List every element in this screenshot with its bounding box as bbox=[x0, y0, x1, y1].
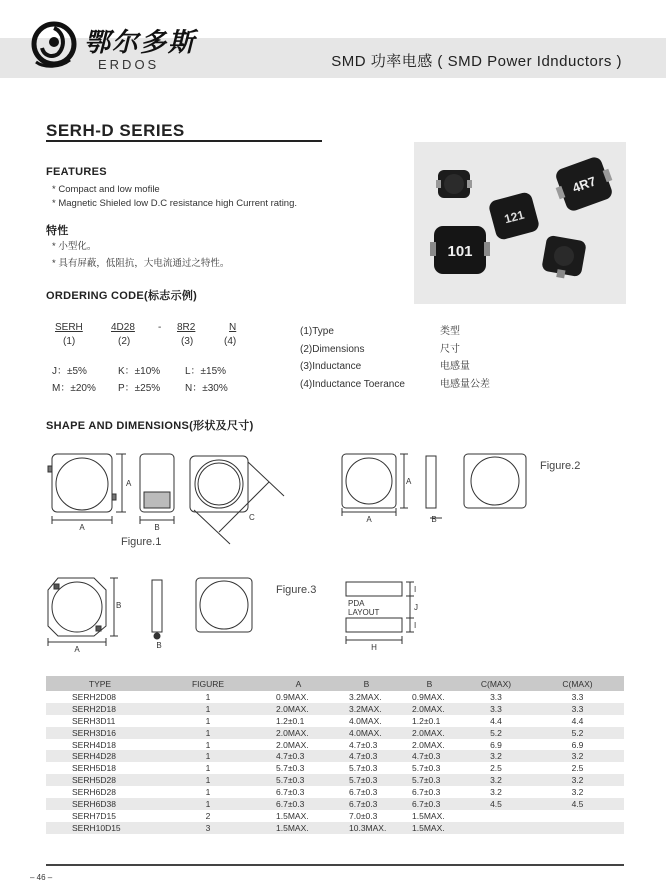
table-cell: 4.5 bbox=[461, 798, 531, 810]
dimension-label-b: B bbox=[431, 515, 437, 524]
table-row bbox=[46, 739, 624, 751]
table-row bbox=[46, 727, 624, 739]
features-list bbox=[52, 183, 297, 211]
series-title: SERH-D SERIES bbox=[46, 121, 185, 140]
legend-cn-item: 类型 bbox=[440, 326, 460, 337]
table-cell: 3.2MAX. bbox=[349, 691, 382, 702]
feature-line: * Magnetic Shieled low D.C resistance high Current rating. bbox=[52, 198, 298, 209]
table-cell: SERH5D28 bbox=[46, 774, 154, 786]
table-cell: SERH2D08 bbox=[72, 691, 116, 702]
table-cell: 4.0MAX. bbox=[349, 715, 382, 726]
table-cell: 10.3MAX. bbox=[335, 822, 398, 834]
erdos-logo-icon bbox=[30, 18, 78, 70]
table-cell bbox=[461, 810, 531, 822]
features-cn-heading: 特性 bbox=[46, 225, 69, 237]
table-cell: 6.7±0.3 bbox=[276, 787, 305, 798]
dimension-label-h: H bbox=[371, 643, 377, 652]
bottom-rule bbox=[46, 864, 624, 866]
dimension-label-j: J bbox=[414, 603, 418, 612]
dimension-label-c: C bbox=[249, 513, 255, 522]
series-title-rule bbox=[46, 140, 322, 142]
tolerance-item: P：±25% bbox=[118, 383, 161, 394]
table-cell: SERH6D38 bbox=[46, 798, 154, 810]
table-cell: 4.7±0.3 bbox=[262, 750, 335, 762]
tolerance-item: K：±10% bbox=[118, 366, 161, 377]
table-cell: 6.7±0.3 bbox=[335, 798, 398, 810]
table-cell: 3.2 bbox=[571, 787, 584, 798]
table-cell: 5.7±0.3 bbox=[398, 774, 461, 786]
ordering-code-part: 8R2 bbox=[177, 322, 196, 333]
product-photo bbox=[414, 142, 626, 304]
table-cell: 2 bbox=[205, 810, 211, 821]
ordering-code-index: (3) bbox=[181, 336, 194, 347]
ordering-legend-en bbox=[300, 323, 405, 393]
feature-cn-line: * 具有屏蔽，低阻抗，大电流通过之特性。 bbox=[52, 258, 230, 269]
table-cell: 1 bbox=[154, 774, 262, 786]
dimension-label-i: I bbox=[414, 585, 417, 594]
pda-label: PDA bbox=[348, 599, 365, 608]
spec-table bbox=[46, 676, 624, 834]
ordering-code-heading: ORDERING CODE(标志示例) bbox=[46, 290, 198, 302]
table-cell: 4.4 bbox=[490, 715, 502, 726]
figure1-label: Figure.1 bbox=[121, 536, 162, 548]
table-cell: 0.9MAX. bbox=[276, 691, 309, 702]
table-cell: 2.0MAX. bbox=[412, 739, 445, 750]
tolerance-item: N：±30% bbox=[185, 383, 228, 394]
figure3-drawing bbox=[44, 574, 256, 654]
legend-en-item: (2)Dimensions bbox=[300, 343, 365, 355]
table-cell: 1.5MAX. bbox=[412, 810, 445, 821]
table-cell: SERH6D28 bbox=[72, 787, 116, 798]
table-cell: 2.0MAX. bbox=[398, 727, 461, 739]
table-header-cell: B bbox=[398, 676, 461, 691]
table-header-cell: B bbox=[335, 676, 398, 691]
table-cell: SERH10D15 bbox=[46, 822, 154, 834]
dimension-label-b: B bbox=[116, 601, 122, 610]
table-cell bbox=[531, 810, 624, 822]
table-cell: 3.3 bbox=[531, 703, 624, 715]
legend-cn-item: 电感量公差 bbox=[440, 378, 490, 390]
table-row bbox=[46, 822, 624, 834]
table-cell: 1 bbox=[154, 798, 262, 810]
table-cell: 4.7±0.3 bbox=[335, 750, 398, 762]
table-cell: 1.5MAX. bbox=[398, 822, 461, 834]
table-cell: 1 bbox=[205, 763, 211, 774]
table-cell: 5.7±0.3 bbox=[349, 763, 378, 774]
table-cell: 1.2±0.1 bbox=[412, 715, 441, 726]
table-cell: 1 bbox=[205, 739, 211, 750]
table-cell: 1 bbox=[154, 727, 262, 739]
table-row bbox=[46, 762, 624, 774]
table-row bbox=[46, 715, 624, 727]
table-cell: 1 bbox=[154, 703, 262, 715]
table-cell: 2.0MAX. bbox=[262, 703, 335, 715]
table-cell: 6.7±0.3 bbox=[398, 798, 461, 810]
table-cell: 3 bbox=[154, 822, 262, 834]
features-heading: FEATURES bbox=[46, 166, 107, 178]
ordering-code-part: N bbox=[229, 322, 237, 333]
table-cell: 1 bbox=[205, 691, 211, 702]
tolerance-item: J：±5% bbox=[52, 366, 87, 377]
logo-english-name: ERDOS bbox=[98, 57, 160, 72]
table-cell: 3.2MAX. bbox=[335, 703, 398, 715]
ordering-code-dash: - bbox=[158, 322, 162, 333]
table-cell: 6.7±0.3 bbox=[412, 787, 441, 798]
table-cell: SERH3D16 bbox=[46, 727, 154, 739]
table-cell: 0.9MAX. bbox=[412, 691, 445, 702]
table-header-cell: C(MAX) bbox=[461, 676, 531, 691]
table-cell: 4.4 bbox=[571, 715, 584, 726]
table-cell: SERH4D18 bbox=[72, 739, 116, 750]
table-cell: 3.2 bbox=[490, 787, 502, 798]
table-cell: 6.9 bbox=[490, 739, 502, 750]
logo-chinese-name: 鄂尔多斯 bbox=[84, 28, 197, 58]
legend-en-item: (1)Type bbox=[300, 326, 334, 337]
table-cell bbox=[531, 822, 624, 834]
figure2-drawing bbox=[338, 448, 538, 538]
dimension-label-a: A bbox=[406, 477, 412, 486]
table-cell: SERH3D11 bbox=[72, 715, 116, 726]
table-cell: 5.7±0.3 bbox=[335, 774, 398, 786]
table-cell: 3.2 bbox=[531, 750, 624, 762]
pda-layout-drawing bbox=[340, 578, 440, 654]
table-cell: 1.5MAX. bbox=[276, 810, 309, 821]
table-cell: 5.2 bbox=[531, 727, 624, 739]
product-photo-illustration bbox=[414, 142, 626, 304]
table-header-cell: TYPE bbox=[46, 676, 154, 691]
table-cell: 1 bbox=[154, 750, 262, 762]
tolerance-item: L：±15% bbox=[185, 366, 227, 377]
table-row bbox=[46, 786, 624, 798]
tolerance-item: M：±20% bbox=[52, 383, 96, 394]
ordering-code-part: SERH bbox=[55, 322, 83, 333]
table-header-cell: C(MAX) bbox=[531, 676, 624, 691]
dimension-label-a: A bbox=[366, 515, 372, 524]
table-cell: 6.9 bbox=[571, 739, 584, 750]
table-cell: 3.3 bbox=[571, 691, 584, 702]
table-header-row bbox=[46, 676, 624, 691]
table-cell: 1 bbox=[205, 715, 211, 726]
page-number: – 46 – bbox=[30, 873, 53, 882]
table-cell: SERH2D18 bbox=[46, 703, 154, 715]
legend-cn-item: 电感量 bbox=[440, 361, 470, 372]
table-cell: 2.5 bbox=[571, 763, 584, 774]
ordering-code-part: 4D28 bbox=[111, 322, 135, 333]
shape-dimensions-heading: SHAPE AND DIMENSIONS(形状及尺寸) bbox=[46, 420, 254, 432]
table-row bbox=[46, 691, 624, 703]
figure1-drawing bbox=[44, 448, 304, 558]
table-cell: 4.7±0.3 bbox=[398, 750, 461, 762]
ordering-code-index: (2) bbox=[118, 336, 131, 347]
table-row bbox=[46, 798, 624, 810]
table-cell: 2.0MAX. bbox=[276, 739, 309, 750]
table-cell: 6.7±0.3 bbox=[349, 787, 378, 798]
table-cell: 2.0MAX. bbox=[262, 727, 335, 739]
table-cell: 4.0MAX. bbox=[335, 727, 398, 739]
photo-label: 101 bbox=[447, 243, 473, 260]
table-row bbox=[46, 750, 624, 762]
table-cell: 6.7±0.3 bbox=[262, 798, 335, 810]
page-header-title: SMD 功率电感 ( SMD Power Idnductors ) bbox=[331, 53, 622, 70]
table-cell: 3.2 bbox=[461, 750, 531, 762]
table-cell: 7.0±0.3 bbox=[349, 810, 378, 821]
table-cell: 2.0MAX. bbox=[398, 703, 461, 715]
table-cell bbox=[461, 822, 531, 834]
table-cell: 2.5 bbox=[490, 763, 502, 774]
table-row bbox=[46, 703, 624, 715]
table-header-cell: FIGURE bbox=[154, 676, 262, 691]
table-cell: 5.7±0.3 bbox=[412, 763, 441, 774]
photo-label: 121 bbox=[502, 207, 526, 227]
table-cell: 3.3 bbox=[490, 691, 502, 702]
legend-en-item: (4)Inductance Toerance bbox=[300, 378, 405, 390]
ordering-code-index: (1) bbox=[63, 336, 76, 347]
table-cell: 1.5MAX. bbox=[262, 822, 335, 834]
table-row bbox=[46, 810, 624, 822]
dimension-label-i: I bbox=[414, 621, 417, 630]
feature-cn-line: * 小型化。 bbox=[52, 241, 97, 252]
features-cn-list bbox=[52, 238, 229, 272]
table-cell: 1 bbox=[205, 787, 211, 798]
dimension-label-a: A bbox=[74, 645, 80, 654]
ordering-code-index: (4) bbox=[224, 336, 237, 347]
table-cell: 4.7±0.3 bbox=[349, 739, 378, 750]
table-row bbox=[46, 774, 624, 786]
table-cell: SERH5D18 bbox=[72, 763, 116, 774]
table-header-cell: A bbox=[262, 676, 335, 691]
figure3-label: Figure.3 bbox=[276, 584, 317, 596]
table-cell: SERH7D15 bbox=[72, 810, 116, 821]
table-cell: 3.2 bbox=[531, 774, 624, 786]
table-cell: 5.7±0.3 bbox=[262, 774, 335, 786]
photo-label: 4R7 bbox=[570, 173, 598, 196]
table-cell: 3.2 bbox=[461, 774, 531, 786]
dimension-label-a: A bbox=[79, 523, 85, 532]
ordering-legend-cn bbox=[440, 323, 490, 393]
table-cell: 5.7±0.3 bbox=[276, 763, 305, 774]
dimension-label-a: A bbox=[126, 479, 132, 488]
legend-cn-item: 尺寸 bbox=[440, 343, 460, 355]
feature-line: * Compact and low mofile bbox=[52, 184, 160, 195]
dimension-label-b: B bbox=[154, 523, 160, 532]
table-cell: SERH4D28 bbox=[46, 750, 154, 762]
table-cell: 1.2±0.1 bbox=[276, 715, 305, 726]
table-cell: 3.3 bbox=[461, 703, 531, 715]
table-cell: 4.5 bbox=[531, 798, 624, 810]
dimension-label-b: B bbox=[156, 641, 162, 650]
table-cell: 5.2 bbox=[461, 727, 531, 739]
legend-en-item: (3)Inductance bbox=[300, 361, 362, 372]
figure2-label: Figure.2 bbox=[540, 460, 581, 472]
pda-label: LAYOUT bbox=[348, 608, 380, 617]
